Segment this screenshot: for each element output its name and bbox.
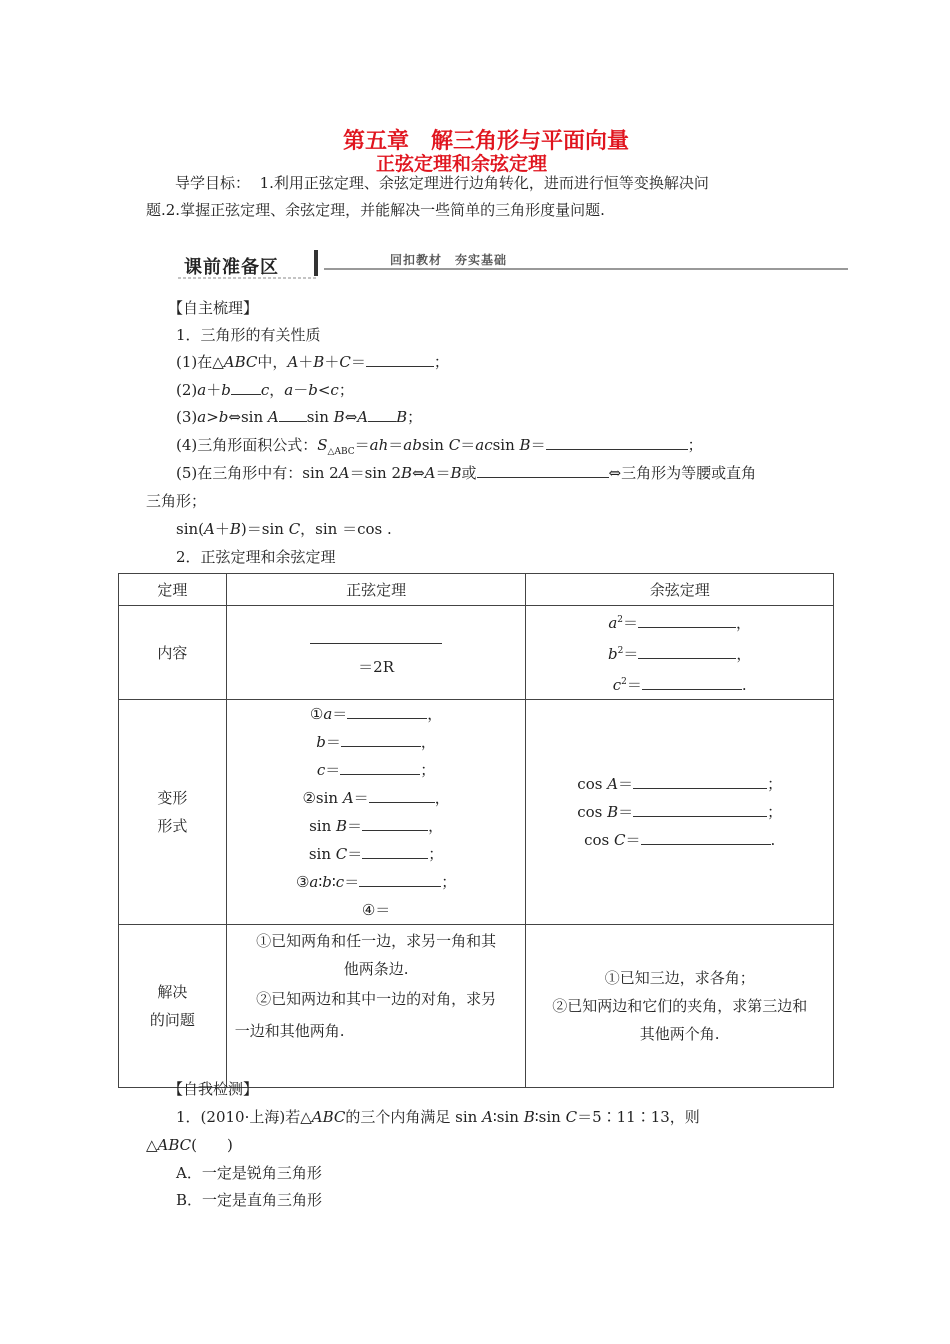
banner-right-label: 回扣教材 夯实基础: [390, 253, 508, 267]
header-cosine-law: 余弦定理: [526, 574, 834, 606]
sine-transform-cell: ①a＝ ， b＝ ， c＝ ； ②sin A＝ ， sin B＝ ， sin C＝ ； ③a∶b∶c＝ ； ④＝: [226, 700, 526, 925]
fill-blank[interactable]: [231, 380, 261, 395]
property-line-6: sin(A＋B)＝sin C，sin ＝cos .: [176, 520, 392, 538]
cosine-transform-cell: cos A＝ ； cos B＝ ； cos C＝ .: [526, 700, 834, 925]
property-line-4: (4)三角形面积公式：$S_{\triangle ABC}=ah=absin$ C＝acsin B＝ ；: [176, 436, 703, 457]
section-heading-self-test: 【自我检测】: [168, 1080, 259, 1098]
table-header-row: [119, 574, 834, 606]
goals-label: 导学目标：: [175, 174, 251, 192]
fill-blank[interactable]: [638, 644, 736, 659]
fill-blank[interactable]: [362, 816, 428, 831]
item-2-heading: 2．正弦定理和余弦定理: [176, 548, 336, 566]
fill-blank[interactable]: [341, 732, 421, 747]
sine-content-formula: ＝2R: [358, 657, 394, 676]
property-line-5-cont: 三角形；: [146, 492, 207, 510]
option-b[interactable]: B．一定是直角三角形: [176, 1191, 323, 1209]
goals-text-1: 1.利用正弦定理、余弦定理进行边角转化，进而进行恒等变换解决问: [259, 174, 709, 192]
question-1-line-1: 1．(2010·上海)若△ABC的三个内角满足 sin A∶sin B∶sin C＝5∶11∶13，则: [176, 1108, 700, 1126]
fill-blank[interactable]: [359, 872, 441, 887]
option-a[interactable]: A．一定是锐角三角形: [176, 1164, 322, 1182]
property-line-1: (1)在△ABC中，A＋B＋C＝ ；: [176, 353, 449, 371]
fill-blank[interactable]: [641, 830, 771, 845]
page-subtitle: 正弦定理和余弦定理: [376, 153, 548, 175]
sine-solve-cell: ①已知两角和任一边，求另一角和其 他两条边. ②已知两边和其中一边的对角，求另 一边和其他两角.: [226, 925, 526, 1088]
table-row-solve: [119, 925, 834, 1088]
cosine-solve-cell: ①已知三边，求各角； ②已知两边和它们的夹角，求第三边和 其他两个角.: [526, 925, 834, 1088]
fill-blank[interactable]: [310, 629, 442, 644]
sine-content-cell: [226, 606, 526, 700]
property-line-2: (2)a＋b c，a－b<c；: [176, 381, 354, 399]
row-label-content: 内容: [119, 606, 227, 700]
table-row-transform: [119, 700, 834, 925]
fill-blank[interactable]: [477, 463, 609, 478]
page-title: 第五章 解三角形与平面向量: [343, 129, 630, 154]
property-line-5: (5)在三角形中有：sin 2A＝sin 2B⇔A＝B或 ⇔三角形为等腰或直角: [176, 464, 757, 482]
fill-blank[interactable]: [362, 844, 428, 859]
header-sine-law: 正弦定理: [226, 574, 526, 606]
fill-blank[interactable]: [279, 407, 307, 422]
fill-blank[interactable]: [633, 802, 767, 817]
fill-blank[interactable]: [340, 760, 420, 775]
item-1-heading: 1．三角形的有关性质: [176, 326, 321, 344]
cosine-content-cell: $a^2=$ ， $b^2=$ ， $c^2=$ .: [526, 606, 834, 700]
fill-blank[interactable]: [368, 407, 396, 422]
goals-line-1: [175, 172, 709, 193]
fill-blank[interactable]: [546, 435, 688, 450]
section-banner: [178, 248, 848, 280]
fill-blank[interactable]: [642, 675, 742, 690]
fill-blank[interactable]: [369, 788, 435, 803]
banner-left-label: 课前准备区: [184, 257, 279, 278]
fill-blank[interactable]: [366, 352, 434, 367]
row-label-solve: 解决 的问题: [119, 925, 227, 1088]
table-row-content: [119, 606, 834, 700]
header-theorem: 定理: [119, 574, 227, 606]
fill-blank[interactable]: [638, 613, 736, 628]
fill-blank[interactable]: [633, 774, 767, 789]
goals-line-2: 题.2.掌握正弦定理、余弦定理，并能解决一些简单的三角形度量问题.: [146, 201, 605, 219]
property-line-3: (3)a>b⇔sin A sin B⇔A B；: [176, 408, 423, 426]
fill-blank[interactable]: [347, 704, 427, 719]
row-label-transform: 变形 形式: [119, 700, 227, 925]
section-heading-self-review: 【自主梳理】: [168, 299, 259, 317]
question-1-line-2: △ABC( ): [146, 1136, 233, 1154]
theorem-table: [118, 573, 834, 1088]
